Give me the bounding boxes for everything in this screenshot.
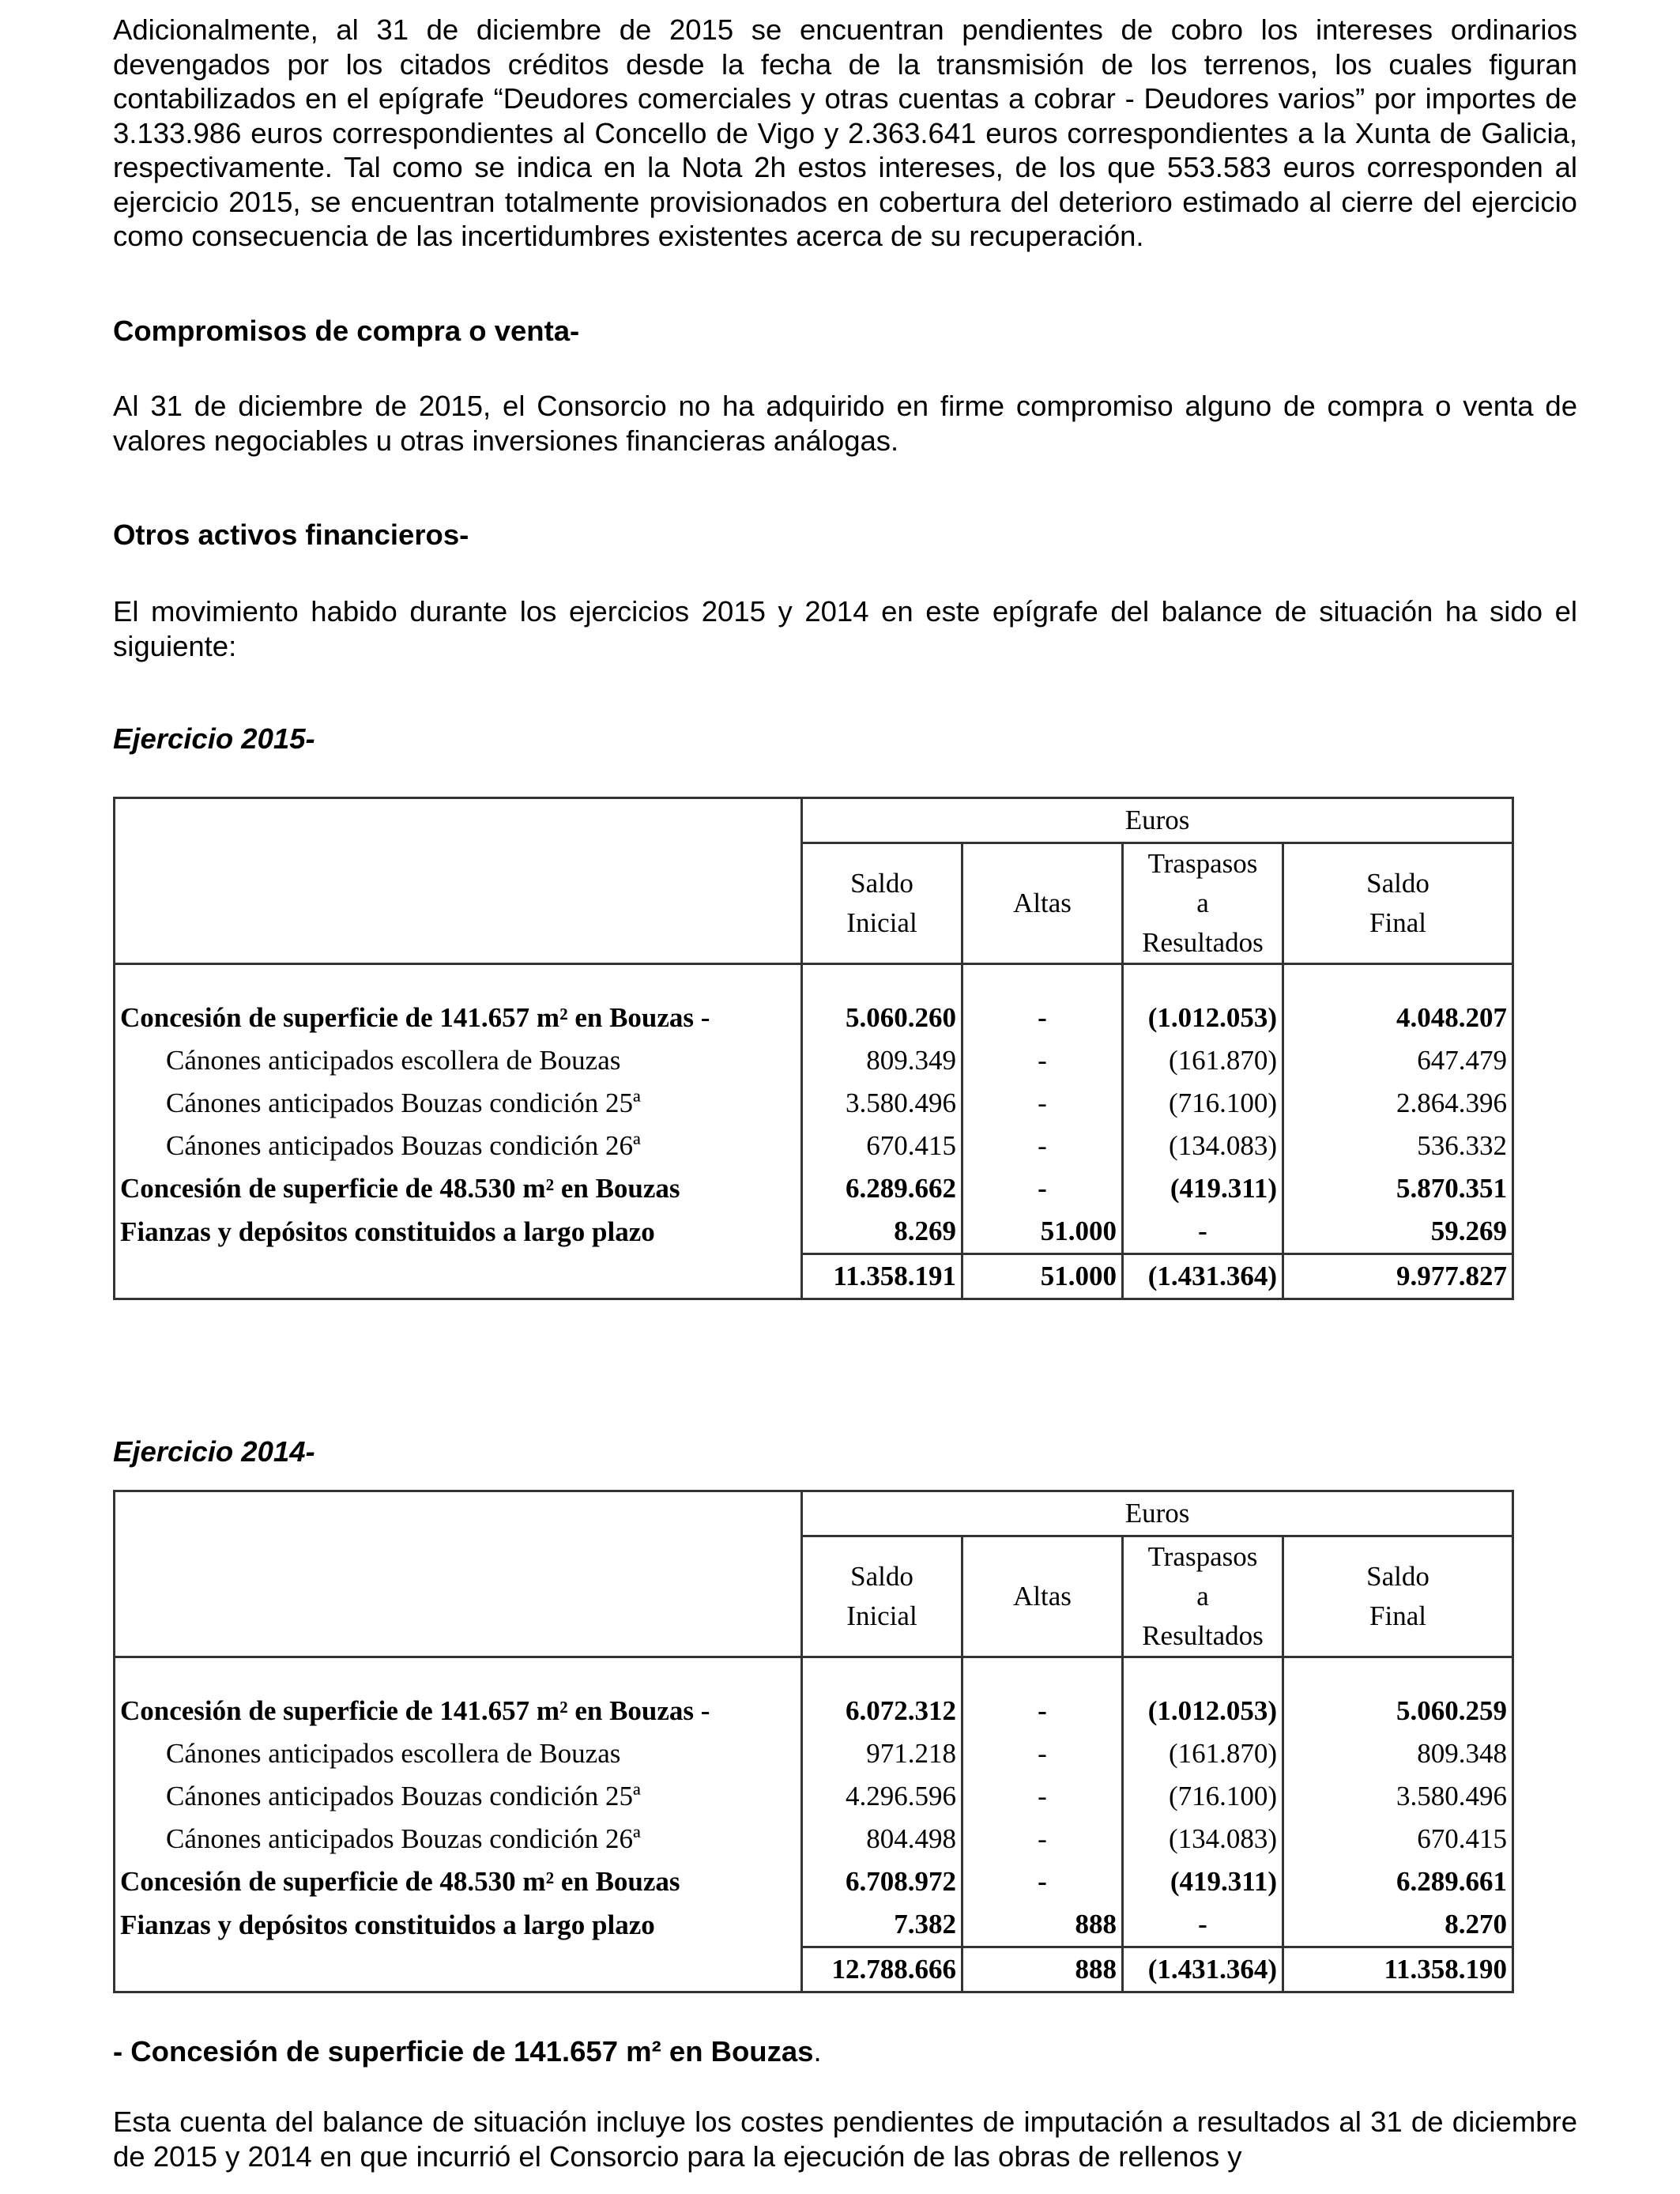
heading-otros-activos: Otros activos financieros- (113, 518, 469, 551)
table-row: Cánones anticipados Bouzas condición 25ª 4.296.596 - (716.100) 3.580.496 (115, 1775, 1513, 1818)
table-2015-wrapper (113, 797, 1512, 1300)
heading-ejercicio-2014: Ejercicio 2014- (113, 1435, 315, 1468)
table-row: Cánones anticipados escollera de Bouzas 971.218 - (161.870) 809.348 (115, 1732, 1513, 1775)
paragraph-otros-activos: El movimiento habido durante los ejercicios 2015 y 2014 en este epígrafe del balance de situación ha sido el siguiente: (113, 595, 1577, 662)
paragraph-concesion: Esta cuenta del balance de situación incluye los costes pendientes de imputación a resultados al 31 de diciembre de 2015 y 2014 en que incurrió el Consorcio para la ejecución de las obras de rellenos y (113, 2105, 1577, 2173)
table-2014-wrapper (113, 1490, 1512, 1993)
heading-ejercicio-2015: Ejercicio 2015- (113, 722, 315, 755)
table-header-blank (115, 1491, 802, 1657)
table-header-saldo-inicial: Saldo Inicial (802, 843, 962, 964)
table-header-traspasos: Traspasos a Resultados (1123, 1536, 1283, 1657)
intro-paragraph: Adicionalmente, al 31 de diciembre de 2015 se encuentran pendientes de cobro los intereses ordinarios devengados por los citados créditos desde la fecha de la transmisión de los terrenos, los cuales figuran contabilizados en el epígrafe “Deudores comerciales y otras cuentas a cobrar - Deudores varios” por importes de 3.133.986 euros correspondientes al Concello de Vigo y 2.363.641 euros correspondientes a la Xunta de Galicia, respectivamente. Tal como se indica en la Nota 2h estos intereses, de los que 553.583 euros corresponden al ejercicio 2015, se encuentran totalmente provisionados en cobertura del deterioro estimado al cierre del ejercicio como consecuencia de las incertidumbres existentes acerca de su recuperación. (113, 13, 1577, 252)
table-2014 (113, 1490, 1514, 1993)
table-row: Concesión de superficie de 48.530 m² en Bouzas 6.289.662 - (419.311) 5.870.351 (115, 1167, 1513, 1210)
table-row: Concesión de superficie de 141.657 m² en Bouzas - 5.060.260 - (1.012.053) 4.048.207 (115, 997, 1513, 1039)
table-header-traspasos: Traspasos a Resultados (1123, 843, 1283, 964)
table-header-blank (115, 798, 802, 964)
table-row: Cánones anticipados Bouzas condición 25ª 3.580.496 - (716.100) 2.864.396 (115, 1082, 1513, 1125)
heading-concesion: - Concesión de superficie de 141.657 m² en Bouzas. (113, 2035, 822, 2068)
table-header-saldo-final: Saldo Final (1283, 843, 1513, 964)
table-total-row: 11.358.191 51.000 (1.431.364) 9.977.827 (115, 1254, 1513, 1299)
table-total-row: 12.788.666 888 (1.431.364) 11.358.190 (115, 1947, 1513, 1992)
table-row: Cánones anticipados Bouzas condición 26ª 670.415 - (134.083) 536.332 (115, 1125, 1513, 1167)
heading-compromisos: Compromisos de compra o venta- (113, 315, 580, 347)
table-row: Cánones anticipados Bouzas condición 26ª 804.498 - (134.083) 670.415 (115, 1818, 1513, 1860)
table-header-saldo-inicial: Saldo Inicial (802, 1536, 962, 1657)
table-2015 (113, 797, 1514, 1300)
table-row: Fianzas y depósitos constituidos a largo plazo 8.269 51.000 - 59.269 (115, 1210, 1513, 1254)
table-header-altas: Altas (962, 1536, 1123, 1657)
paragraph-compromisos: Al 31 de diciembre de 2015, el Consorcio no ha adquirido en firme compromiso alguno de compra o venta de valores negociables u otras inversiones financieras análogas. (113, 390, 1577, 457)
table-row: Cánones anticipados escollera de Bouzas 809.349 - (161.870) 647.479 (115, 1039, 1513, 1082)
table-header-euros: Euros (802, 798, 1513, 843)
table-header-saldo-final: Saldo Final (1283, 1536, 1513, 1657)
table-header-altas: Altas (962, 843, 1123, 964)
table-row: Fianzas y depósitos constituidos a largo plazo 7.382 888 - 8.270 (115, 1903, 1513, 1947)
table-header-euros: Euros (802, 1491, 1513, 1536)
table-row: Concesión de superficie de 141.657 m² en Bouzas - 6.072.312 - (1.012.053) 5.060.259 (115, 1690, 1513, 1732)
table-row: Concesión de superficie de 48.530 m² en Bouzas 6.708.972 - (419.311) 6.289.661 (115, 1860, 1513, 1903)
